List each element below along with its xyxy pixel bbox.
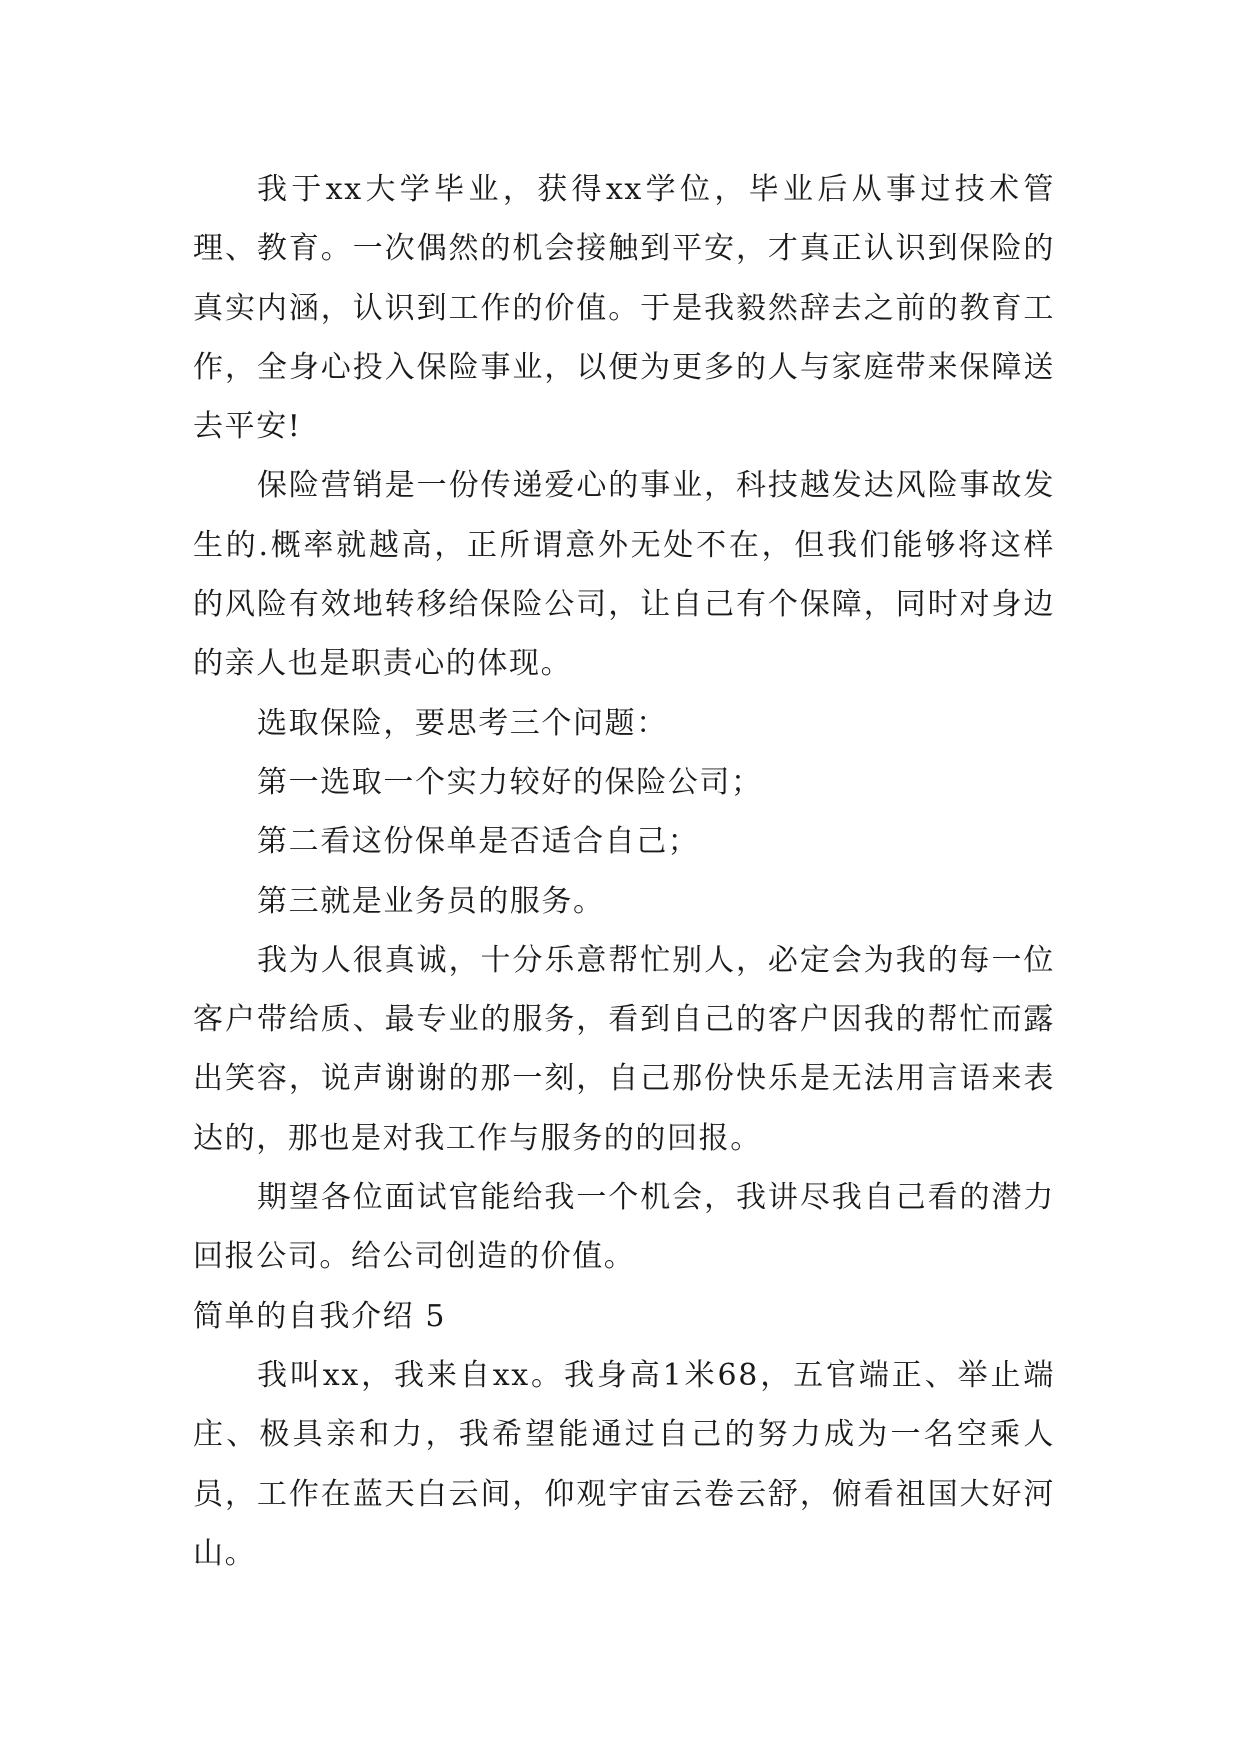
paragraph-hope: 期望各位面试官能给我一个机会，我讲尽我自己看的潜力回报公司。给公司创造的价值。: [193, 1180, 1055, 1275]
document-page: [193, 160, 1055, 1583]
section-heading: 简单的自我介绍 5: [193, 1298, 447, 1334]
paragraph-self-intro: 我叫xx，我来自xx。我身高1米68，五官端正、举止端庄、极具亲和力，我希望能通过自己的努力成为一名空乘人员，工作在蓝天白云间，仰观宇宙云卷云舒，俯看祖国大好河山。: [193, 1357, 1055, 1571]
list-item-second: 第二看这份保单是否适合自己；: [257, 824, 700, 860]
paragraph-education: 我于xx大学毕业，获得xx学位，毕业后从事过技术管理、教育。一次偶然的机会接触到平安，才真正认识到保险的真实内涵，认识到工作的价值。于是我毅然辞去之前的教育工作，全身心投入保险事业，以便为更多的人与家庭带来保障送去平安!: [193, 172, 1055, 445]
paragraph-sincerity: 我为人很真诚，十分乐意帮忙别人，必定会为我的每一位客户带给质、最专业的服务，看到自己的客户因我的帮忙而露出笑容，说声谢谢的那一刻，自己那份快乐是无法用言语来表达的，那也是对我工作与服务的的回报。: [193, 942, 1055, 1156]
list-item-third: 第三就是业务员的服务。: [257, 883, 605, 919]
list-item-first: 第一选取一个实力较好的保险公司；: [257, 764, 763, 800]
paragraph-choose-insurance: 选取保险，要思考三个问题：: [257, 705, 668, 741]
paragraph-insurance-marketing: 保险营销是一份传递爱心的事业，科技越发达风险事故发生的.概率就越高，正所谓意外无处不在，但我们能够将这样的风险有效地转移给保险公司，让自己有个保障，同时对身边的亲人也是职责心的体现。: [193, 468, 1055, 682]
